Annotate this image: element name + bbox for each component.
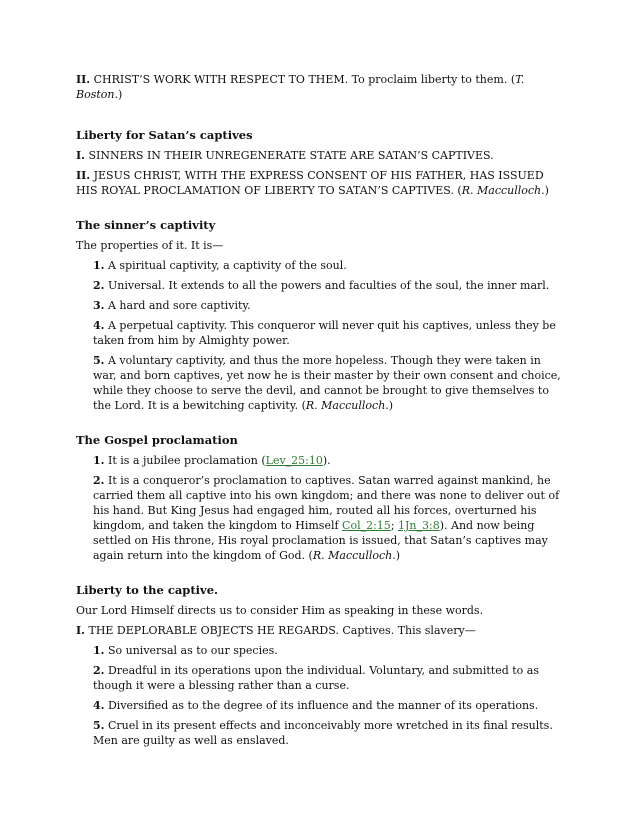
item-text: So universal as to our species. [104, 644, 278, 657]
citation-end: .) [385, 399, 394, 412]
section-number: II. [76, 169, 91, 182]
item-text: Universal. It extends to all the powers and faculties of the soul, the inner marl. [104, 279, 550, 292]
section-heading: The Gospel proclamation [76, 433, 238, 447]
citation-end: .) [541, 184, 549, 197]
item-text: It is a conqueror’s proclamation to captives. Satan warred against mankind, he carried them all captive into his own kingdom; and there was none to deliver out of his hand. But King Jesus had engaged him, routed all his forces, overturned his kingdom, and taken the kingdom to Himself [93, 474, 560, 532]
paragraph-text: CHRIST’S WORK WITH RESPECT TO THEM. To proclaim liberty to them. ( [90, 73, 516, 86]
intro-paragraph [76, 72, 562, 102]
list-item [93, 643, 562, 658]
author-citation: T. Boston [76, 73, 525, 101]
item-text: ; [390, 519, 399, 532]
item-text: Cruel in its present effects and inconceivably more wretched in its final results. Men are guilty as well as enslaved. [93, 719, 553, 747]
item-text: Diversified as to the degree of its influence and the manner of its operations. [104, 699, 539, 712]
item-text: It is a jubilee proclamation ( [104, 454, 266, 467]
item-number: 1. [93, 644, 105, 657]
item-number: 4. [93, 699, 105, 712]
paragraph [76, 148, 562, 163]
item-text: ). [322, 454, 331, 467]
item-number: 1. [93, 259, 105, 272]
paragraph-text: THE DEPLORABLE OBJECTS HE REGARDS. Captives. This slavery— [84, 624, 476, 637]
section-number: I. [76, 624, 85, 637]
section-heading: The sinner’s captivity [76, 218, 216, 232]
numbered-list [93, 453, 562, 563]
section-number: I. [76, 149, 85, 162]
item-text: A spiritual captivity, a captivity of the soul. [104, 259, 347, 272]
paragraph-text: SINNERS IN THEIR UNREGENERATE STATE ARE SATAN’S CAPTIVES. [84, 149, 494, 162]
list-item [93, 353, 562, 413]
author-citation: R. Macculloch [305, 399, 386, 412]
list-item [93, 318, 562, 348]
paragraph: The properties of it. It is— [76, 239, 224, 252]
list-item [93, 298, 562, 313]
list-item [93, 258, 562, 273]
paragraph [76, 168, 562, 198]
paragraph-text: JESUS CHRIST, WITH THE EXPRESS CONSENT OF HIS FATHER, HAS ISSUED HIS ROYAL PROCLAMATION OF LIBERTY TO SATAN’S CAPTIVES. ( [76, 169, 544, 197]
section-heading: Liberty to the captive. [76, 583, 219, 597]
item-text: Dreadful in its operations upon the individual. Voluntary, and submitted to as though it were a blessing rather than a curse. [93, 664, 539, 692]
document-body [76, 72, 562, 748]
item-number: 2. [93, 664, 105, 677]
author-citation: R. Macculloch [312, 549, 393, 562]
item-number: 5. [93, 719, 105, 732]
item-text: A perpetual captivity. This conqueror will never quit his captives, unless they be taken from him by Almighty power. [93, 319, 556, 347]
list-item [93, 698, 562, 713]
list-item [93, 453, 562, 468]
section-heading: Liberty for Satan’s captives [76, 128, 253, 142]
paragraph: Our Lord Himself directs us to consider Him as speaking in these words. [76, 604, 484, 617]
numbered-list [93, 643, 562, 748]
item-number: 2. [93, 474, 105, 487]
item-number: 5. [93, 354, 105, 367]
item-number: 3. [93, 299, 105, 312]
item-text: ). And now being settled on His throne, His royal proclamation is issued, that Satan’s captives may again return into the kingdom of God. ( [93, 519, 548, 562]
item-number: 2. [93, 279, 105, 292]
section-number: II. [76, 73, 91, 86]
citation-end: .) [114, 88, 123, 101]
numbered-list [93, 258, 562, 413]
list-item [93, 718, 562, 748]
scripture-link[interactable]: Col_2:15 [342, 519, 391, 532]
author-citation: R. Macculloch [461, 184, 542, 197]
scripture-link[interactable]: 1Jn_3:8 [398, 519, 440, 532]
item-number: 1. [93, 454, 105, 467]
list-item [93, 663, 562, 693]
list-item [93, 278, 562, 293]
scripture-link[interactable]: Lev_25:10 [265, 454, 323, 467]
list-item [93, 473, 562, 563]
citation-end: .) [392, 549, 401, 562]
paragraph [76, 623, 562, 638]
item-text: A voluntary captivity, and thus the more hopeless. Though they were taken in war, and born captives, yet now he is their master by their own consent and choice, while they choose to serve the devil, and cannot be brought to give themselves to the Lord. It is a bewitching captivity. ( [93, 354, 561, 412]
item-text: A hard and sore captivity. [104, 299, 251, 312]
item-number: 4. [93, 319, 105, 332]
